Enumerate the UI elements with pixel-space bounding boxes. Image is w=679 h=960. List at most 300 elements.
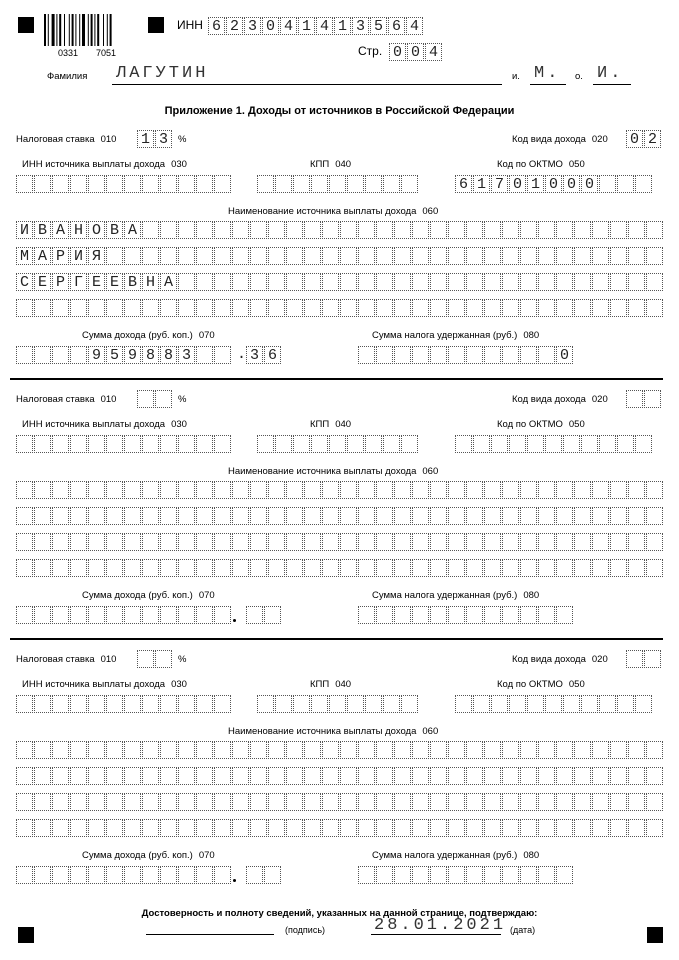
source-inn-field-cell[interactable]: [70, 175, 87, 193]
income-sum-rub-cell[interactable]: [52, 866, 69, 884]
source-name-line-cell[interactable]: [394, 767, 411, 785]
source-name-line-cell[interactable]: [304, 299, 321, 317]
tax-withheld-field-cell[interactable]: [376, 606, 393, 624]
source-name-line-cell[interactable]: [466, 819, 483, 837]
source-name-line-cell[interactable]: [16, 481, 33, 499]
source-name-line-cell[interactable]: [232, 507, 249, 525]
source-name-line-cell[interactable]: [70, 767, 87, 785]
source-name-line-cell[interactable]: [394, 559, 411, 577]
source-name-line-cell[interactable]: [556, 741, 573, 759]
source-name-line-cell[interactable]: [466, 273, 483, 291]
inn-field[interactable]: [208, 17, 424, 35]
source-name-line-cell[interactable]: [250, 741, 267, 759]
tax-withheld-field[interactable]: [358, 346, 574, 364]
source-name-line-cell[interactable]: В: [124, 273, 141, 291]
source-name-line-cell[interactable]: [34, 767, 51, 785]
source-name-line-cell[interactable]: [142, 299, 159, 317]
source-name-line-cell[interactable]: [88, 767, 105, 785]
income-sum-rub-cell[interactable]: [178, 866, 195, 884]
source-name-line-cell[interactable]: [502, 767, 519, 785]
source-name-line-cell[interactable]: [592, 767, 609, 785]
source-name-line-cell[interactable]: [106, 741, 123, 759]
source-name-line-cell[interactable]: [376, 819, 393, 837]
source-name-line-cell[interactable]: [502, 273, 519, 291]
source-name-line-cell[interactable]: [484, 741, 501, 759]
source-name-line-cell[interactable]: [142, 247, 159, 265]
source-name-line-cell[interactable]: [250, 819, 267, 837]
source-name-line-cell[interactable]: [214, 299, 231, 317]
source-name-line-cell[interactable]: [268, 793, 285, 811]
income-sum-rub-cell[interactable]: [106, 606, 123, 624]
source-name-line-cell[interactable]: [106, 299, 123, 317]
source-name-line[interactable]: [16, 481, 664, 499]
source-name-line-cell[interactable]: [502, 559, 519, 577]
source-name-line-cell[interactable]: [646, 533, 663, 551]
oktmo-field-cell[interactable]: [509, 695, 526, 713]
source-name-line-cell[interactable]: [520, 767, 537, 785]
source-name-line-cell[interactable]: [214, 741, 231, 759]
source-name-line-cell[interactable]: [196, 247, 213, 265]
income-sum-rub-cell[interactable]: [88, 606, 105, 624]
source-name-line-cell[interactable]: [448, 507, 465, 525]
source-name-line-cell[interactable]: [160, 741, 177, 759]
inn-cell[interactable]: 6: [208, 17, 225, 35]
source-name-line-cell[interactable]: [16, 819, 33, 837]
source-name-line-cell[interactable]: [538, 819, 555, 837]
source-name-line-cell[interactable]: [304, 741, 321, 759]
source-name-line-cell[interactable]: [520, 247, 537, 265]
source-name-line-cell[interactable]: [124, 533, 141, 551]
source-name-line-cell[interactable]: [142, 767, 159, 785]
inn-cell[interactable]: 4: [280, 17, 297, 35]
source-name-line-cell[interactable]: [610, 793, 627, 811]
kpp-field-cell[interactable]: [311, 695, 328, 713]
tax-rate-field-cell[interactable]: [155, 390, 172, 408]
income-sum-rub-cell[interactable]: [214, 866, 231, 884]
source-name-line-cell[interactable]: [628, 299, 645, 317]
source-name-line-cell[interactable]: [412, 299, 429, 317]
oktmo-field-cell[interactable]: 7: [491, 175, 508, 193]
oktmo-field[interactable]: [455, 175, 653, 193]
source-name-line-cell[interactable]: [340, 793, 357, 811]
source-name-line-cell[interactable]: [142, 741, 159, 759]
income-sum-rub-cell[interactable]: [142, 606, 159, 624]
tax-withheld-field-cell[interactable]: [376, 866, 393, 884]
source-name-line[interactable]: [16, 819, 664, 837]
source-name-line-cell[interactable]: О: [88, 221, 105, 239]
source-name-line-cell[interactable]: [430, 507, 447, 525]
source-name-line-cell[interactable]: [250, 221, 267, 239]
source-name-line-cell[interactable]: [304, 559, 321, 577]
source-name-line-cell[interactable]: [610, 221, 627, 239]
source-inn-field-cell[interactable]: [52, 435, 69, 453]
source-name-line-cell[interactable]: [358, 507, 375, 525]
tax-withheld-field-cell[interactable]: [466, 606, 483, 624]
initial-patronymic-value[interactable]: И.: [597, 64, 624, 83]
oktmo-field-cell[interactable]: [527, 435, 544, 453]
income-sum-rub-cell[interactable]: [16, 866, 33, 884]
source-name-line-cell[interactable]: [448, 793, 465, 811]
source-inn-field-cell[interactable]: [142, 175, 159, 193]
income-type-field-cell[interactable]: [644, 390, 661, 408]
oktmo-field-cell[interactable]: [635, 435, 652, 453]
source-name-line-cell[interactable]: [250, 247, 267, 265]
source-name-line-cell[interactable]: [358, 221, 375, 239]
source-name-line-cell[interactable]: [646, 793, 663, 811]
source-inn-field-cell[interactable]: [142, 695, 159, 713]
source-name-line-cell[interactable]: [322, 273, 339, 291]
source-name-line-cell[interactable]: [466, 793, 483, 811]
source-name-line-cell[interactable]: [322, 767, 339, 785]
source-inn-field-cell[interactable]: [34, 175, 51, 193]
source-name-line-cell[interactable]: [340, 481, 357, 499]
source-name-line-cell[interactable]: [214, 481, 231, 499]
source-name-line-cell[interactable]: [160, 559, 177, 577]
source-name-line-cell[interactable]: [394, 299, 411, 317]
income-sum-rub-cell[interactable]: [214, 346, 231, 364]
source-name-line-cell[interactable]: [286, 273, 303, 291]
source-inn-field-cell[interactable]: [52, 695, 69, 713]
source-inn-field-cell[interactable]: [34, 435, 51, 453]
source-name-line-cell[interactable]: [430, 247, 447, 265]
source-name-line-cell[interactable]: [214, 767, 231, 785]
kpp-field-cell[interactable]: [365, 175, 382, 193]
tax-rate-field-cell[interactable]: [137, 390, 154, 408]
source-name-line-cell[interactable]: С: [16, 273, 33, 291]
source-name-line-cell[interactable]: [196, 533, 213, 551]
source-name-line-cell[interactable]: [232, 481, 249, 499]
source-name-line-cell[interactable]: [484, 273, 501, 291]
income-sum-kop-cell[interactable]: 6: [264, 346, 281, 364]
source-name-line-cell[interactable]: [160, 507, 177, 525]
tax-withheld-field-cell[interactable]: [556, 866, 573, 884]
income-sum-kop-cell[interactable]: 3: [246, 346, 263, 364]
source-name-line-cell[interactable]: Р: [52, 247, 69, 265]
income-sum-rub-cell[interactable]: [160, 866, 177, 884]
source-name-line-cell[interactable]: [34, 299, 51, 317]
tax-rate-field-cell[interactable]: 3: [155, 130, 172, 148]
source-name-line-cell[interactable]: [610, 533, 627, 551]
source-name-line-cell[interactable]: [376, 741, 393, 759]
oktmo-field-cell[interactable]: [599, 175, 616, 193]
source-name-line-cell[interactable]: [286, 247, 303, 265]
source-name-line-cell[interactable]: [178, 793, 195, 811]
source-name-line-cell[interactable]: [592, 793, 609, 811]
source-name-line-cell[interactable]: [574, 793, 591, 811]
source-name-line-cell[interactable]: [520, 221, 537, 239]
source-name-line-cell[interactable]: [502, 299, 519, 317]
source-name-line-cell[interactable]: [196, 273, 213, 291]
source-name-line-cell[interactable]: [70, 559, 87, 577]
oktmo-field-cell[interactable]: [599, 695, 616, 713]
income-sum-rub-cell[interactable]: [178, 606, 195, 624]
source-name-line-cell[interactable]: [286, 299, 303, 317]
income-sum-field[interactable]: [16, 866, 282, 884]
source-name-line-cell[interactable]: [358, 247, 375, 265]
source-name-line-cell[interactable]: А: [34, 247, 51, 265]
source-name-line-cell[interactable]: [610, 741, 627, 759]
source-name-line-cell[interactable]: [448, 559, 465, 577]
source-name-line-cell[interactable]: [538, 507, 555, 525]
source-name-line-cell[interactable]: [178, 819, 195, 837]
tax-withheld-field-cell[interactable]: [430, 866, 447, 884]
source-name-line-cell[interactable]: [646, 767, 663, 785]
source-inn-field-cell[interactable]: [124, 175, 141, 193]
tax-withheld-field-cell[interactable]: [520, 606, 537, 624]
source-name-line-cell[interactable]: [88, 299, 105, 317]
oktmo-field-cell[interactable]: 6: [455, 175, 472, 193]
source-name-line-cell[interactable]: [520, 481, 537, 499]
source-name-line-cell[interactable]: [448, 741, 465, 759]
source-name-line-cell[interactable]: [232, 299, 249, 317]
kpp-field-cell[interactable]: [401, 695, 418, 713]
source-name-line-cell[interactable]: [304, 507, 321, 525]
source-name-line-cell[interactable]: [196, 767, 213, 785]
source-name-line-cell[interactable]: [556, 221, 573, 239]
source-name-line-cell[interactable]: [124, 299, 141, 317]
income-sum-rub-cell[interactable]: [142, 866, 159, 884]
source-inn-field-cell[interactable]: [34, 695, 51, 713]
tax-withheld-field-cell[interactable]: [520, 346, 537, 364]
source-name-line-cell[interactable]: [574, 481, 591, 499]
source-name-line-cell[interactable]: [232, 793, 249, 811]
source-name-line[interactable]: [16, 273, 664, 291]
source-name-line-cell[interactable]: [376, 273, 393, 291]
source-name-line-cell[interactable]: [412, 221, 429, 239]
source-name-line-cell[interactable]: [430, 819, 447, 837]
source-name-line-cell[interactable]: Я: [88, 247, 105, 265]
kpp-field-cell[interactable]: [401, 435, 418, 453]
source-name-line-cell[interactable]: [106, 559, 123, 577]
source-name-line-cell[interactable]: [160, 481, 177, 499]
source-name-line-cell[interactable]: [214, 273, 231, 291]
kpp-field-cell[interactable]: [257, 435, 274, 453]
income-type-field-cell[interactable]: 2: [644, 130, 661, 148]
tax-withheld-field-cell[interactable]: [412, 606, 429, 624]
kpp-field-cell[interactable]: [293, 695, 310, 713]
source-name-line-cell[interactable]: [286, 481, 303, 499]
source-name-line-cell[interactable]: [520, 793, 537, 811]
oktmo-field[interactable]: [455, 435, 653, 453]
oktmo-field-cell[interactable]: [455, 435, 472, 453]
inn-cell[interactable]: 0: [262, 17, 279, 35]
source-name-line-cell[interactable]: [520, 507, 537, 525]
source-name-line-cell[interactable]: [412, 533, 429, 551]
source-name-line-cell[interactable]: [394, 533, 411, 551]
source-inn-field-cell[interactable]: [106, 695, 123, 713]
source-name-line[interactable]: [16, 559, 664, 577]
source-name-line-cell[interactable]: [466, 481, 483, 499]
source-name-line-cell[interactable]: [268, 299, 285, 317]
source-name-line-cell[interactable]: [16, 741, 33, 759]
source-name-line-cell[interactable]: [394, 741, 411, 759]
source-name-line-cell[interactable]: [304, 221, 321, 239]
source-name-line-cell[interactable]: [376, 247, 393, 265]
source-name-line-cell[interactable]: [484, 819, 501, 837]
source-name-line-cell[interactable]: [574, 299, 591, 317]
source-name-line-cell[interactable]: [376, 793, 393, 811]
source-inn-field-cell[interactable]: [196, 435, 213, 453]
kpp-field[interactable]: [257, 435, 419, 453]
source-name-line-cell[interactable]: [160, 299, 177, 317]
source-name-line-cell[interactable]: [556, 507, 573, 525]
kpp-field-cell[interactable]: [275, 435, 292, 453]
tax-withheld-field-cell[interactable]: [394, 346, 411, 364]
source-name-line-cell[interactable]: [286, 741, 303, 759]
source-name-line-cell[interactable]: [358, 819, 375, 837]
income-type-field-cell[interactable]: [626, 390, 643, 408]
tax-withheld-field-cell[interactable]: [358, 866, 375, 884]
kpp-field-cell[interactable]: [257, 695, 274, 713]
source-name-line-cell[interactable]: [430, 481, 447, 499]
source-inn-field-cell[interactable]: [70, 695, 87, 713]
source-name-line-cell[interactable]: [250, 533, 267, 551]
source-name-line-cell[interactable]: [340, 507, 357, 525]
source-name-line-cell[interactable]: [646, 559, 663, 577]
source-name-line-cell[interactable]: [160, 793, 177, 811]
oktmo-field-cell[interactable]: [527, 695, 544, 713]
source-name-line-cell[interactable]: [142, 559, 159, 577]
source-name-line-cell[interactable]: Е: [34, 273, 51, 291]
source-name-line-cell[interactable]: [502, 533, 519, 551]
source-name-line-cell[interactable]: [250, 559, 267, 577]
source-name-line-cell[interactable]: [250, 767, 267, 785]
source-name-line-cell[interactable]: [16, 793, 33, 811]
source-name-line[interactable]: [16, 221, 664, 239]
source-name-line-cell[interactable]: [124, 481, 141, 499]
source-name-line-cell[interactable]: [448, 273, 465, 291]
oktmo-field-cell[interactable]: [563, 695, 580, 713]
source-name-line-cell[interactable]: [268, 221, 285, 239]
source-name-line-cell[interactable]: [232, 533, 249, 551]
income-sum-rub-cell[interactable]: [196, 606, 213, 624]
inn-cell[interactable]: 5: [370, 17, 387, 35]
source-name-line-cell[interactable]: Е: [106, 273, 123, 291]
source-name-line-cell[interactable]: [376, 533, 393, 551]
source-name-line-cell[interactable]: [52, 559, 69, 577]
tax-withheld-field-cell[interactable]: [538, 866, 555, 884]
inn-cell[interactable]: 1: [298, 17, 315, 35]
source-name-line-cell[interactable]: [322, 221, 339, 239]
source-name-line-cell[interactable]: [646, 481, 663, 499]
source-name-line-cell[interactable]: [16, 299, 33, 317]
source-name-line-cell[interactable]: [484, 481, 501, 499]
source-name-line-cell[interactable]: [52, 819, 69, 837]
source-name-line-cell[interactable]: [124, 741, 141, 759]
source-name-line-cell[interactable]: [178, 299, 195, 317]
source-name-line-cell[interactable]: [502, 247, 519, 265]
source-name-line-cell[interactable]: [52, 793, 69, 811]
oktmo-field-cell[interactable]: [617, 695, 634, 713]
tax-withheld-field-cell[interactable]: [484, 606, 501, 624]
source-name-line-cell[interactable]: [214, 559, 231, 577]
source-name-line-cell[interactable]: [412, 247, 429, 265]
source-name-line-cell[interactable]: [520, 273, 537, 291]
source-name-line-cell[interactable]: [232, 273, 249, 291]
source-name-line-cell[interactable]: [628, 559, 645, 577]
inn-cell[interactable]: 4: [406, 17, 423, 35]
source-inn-field-cell[interactable]: [196, 695, 213, 713]
source-name-line-cell[interactable]: [214, 819, 231, 837]
source-name-line-cell[interactable]: [124, 819, 141, 837]
income-sum-field[interactable]: [16, 606, 282, 624]
source-name-line-cell[interactable]: [628, 273, 645, 291]
source-name-line-cell[interactable]: А: [52, 221, 69, 239]
source-name-line-cell[interactable]: [268, 559, 285, 577]
income-sum-rub-cell[interactable]: [16, 346, 33, 364]
source-name-line-cell[interactable]: [250, 507, 267, 525]
oktmo-field-cell[interactable]: 0: [509, 175, 526, 193]
income-sum-rub-cell[interactable]: [124, 866, 141, 884]
source-name-line-cell[interactable]: [106, 481, 123, 499]
source-name-line-cell[interactable]: [70, 793, 87, 811]
source-name-line-cell[interactable]: [412, 793, 429, 811]
source-name-line-cell[interactable]: [70, 481, 87, 499]
source-name-line-cell[interactable]: [124, 767, 141, 785]
source-name-line-cell[interactable]: [502, 741, 519, 759]
inn-cell[interactable]: 3: [352, 17, 369, 35]
source-name-line-cell[interactable]: [520, 559, 537, 577]
source-name-line-cell[interactable]: [34, 741, 51, 759]
source-name-line-cell[interactable]: [358, 559, 375, 577]
income-sum-field[interactable]: [16, 346, 282, 364]
source-name-line-cell[interactable]: [574, 247, 591, 265]
income-type-field[interactable]: [626, 650, 662, 668]
source-name-line-cell[interactable]: [34, 559, 51, 577]
source-name-line-cell[interactable]: И: [70, 247, 87, 265]
source-name-line-cell[interactable]: [538, 767, 555, 785]
source-name-line-cell[interactable]: [268, 741, 285, 759]
source-name-line-cell[interactable]: [376, 221, 393, 239]
source-name-line-cell[interactable]: [448, 767, 465, 785]
tax-withheld-field-cell[interactable]: [448, 606, 465, 624]
source-name-line-cell[interactable]: [286, 507, 303, 525]
income-sum-rub-cell[interactable]: [52, 346, 69, 364]
source-name-line-cell[interactable]: [124, 247, 141, 265]
source-name-line-cell[interactable]: М: [16, 247, 33, 265]
oktmo-field-cell[interactable]: 1: [527, 175, 544, 193]
source-name-line-cell[interactable]: [520, 741, 537, 759]
signature-line[interactable]: [146, 934, 274, 935]
source-name-line-cell[interactable]: [124, 793, 141, 811]
source-name-line-cell[interactable]: [178, 221, 195, 239]
kpp-field-cell[interactable]: [401, 175, 418, 193]
source-name-line-cell[interactable]: [430, 533, 447, 551]
tax-rate-field[interactable]: [137, 130, 173, 148]
source-name-line-cell[interactable]: [412, 559, 429, 577]
source-name-line-cell[interactable]: [394, 793, 411, 811]
surname-value[interactable]: ЛАГУТИН: [116, 64, 209, 83]
source-name-line-cell[interactable]: [412, 819, 429, 837]
source-name-line-cell[interactable]: [214, 247, 231, 265]
source-name-line-cell[interactable]: [376, 507, 393, 525]
kpp-field-cell[interactable]: [257, 175, 274, 193]
source-name-line[interactable]: [16, 247, 664, 265]
income-sum-rub-cell[interactable]: [52, 606, 69, 624]
source-name-line-cell[interactable]: [88, 819, 105, 837]
source-name-line-cell[interactable]: [322, 741, 339, 759]
source-name-line-cell[interactable]: [610, 273, 627, 291]
oktmo-field-cell[interactable]: [491, 435, 508, 453]
income-sum-rub-cell[interactable]: [34, 866, 51, 884]
tax-withheld-field-cell[interactable]: [520, 866, 537, 884]
source-name-line-cell[interactable]: [88, 481, 105, 499]
income-type-field-cell[interactable]: [644, 650, 661, 668]
tax-withheld-field-cell[interactable]: [502, 606, 519, 624]
source-name-line-cell[interactable]: [502, 481, 519, 499]
source-name-line-cell[interactable]: [340, 559, 357, 577]
source-name-line-cell[interactable]: [106, 793, 123, 811]
